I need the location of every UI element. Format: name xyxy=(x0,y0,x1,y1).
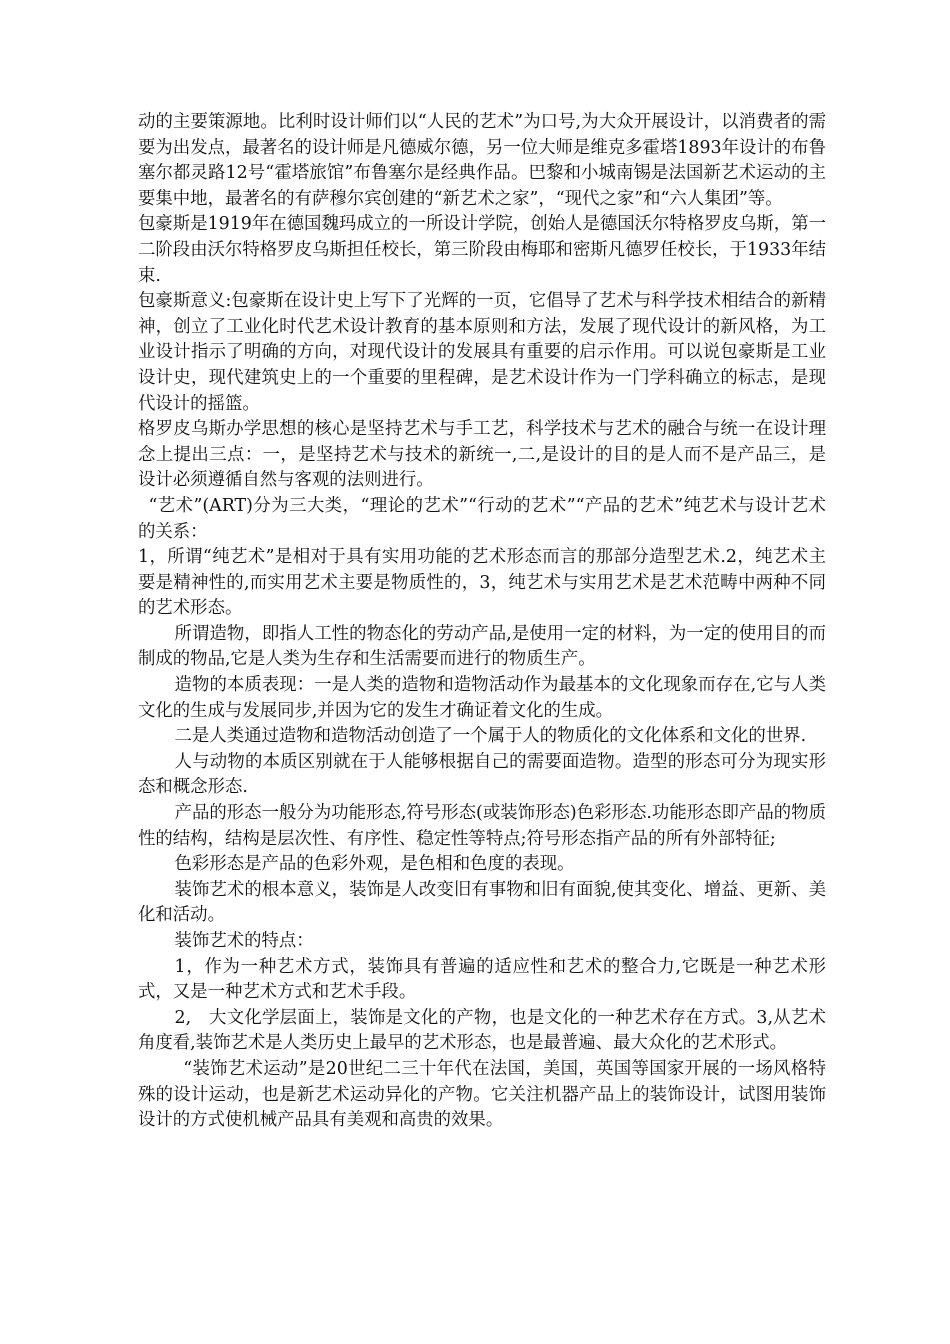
document-body xyxy=(138,110,826,1134)
paragraph-gropius-philosophy: 格罗皮乌斯办学思想的核心是坚持艺术与手工艺，科学技术与艺术的融合与统一在设计理念上提出三点：一，是坚持艺术与技术的新统一,二,是设计的目的是人而不是产品三，是设计必须遵循自然与客观的法则进行。 xyxy=(138,419,826,491)
paragraph-art-categories: “艺术”(ART)分为三大类，“理论的艺术”“行动的艺术”“产品的艺术”纯艺术与设计艺术的关系： xyxy=(138,495,826,542)
paragraph-bauhaus-founding: 包豪斯是1919年在德国魏玛成立的一所设计学院，创始人是德国沃尔特格罗皮乌斯，第一二阶段由沃尔特格罗皮乌斯担任校长，第三阶段由梅耶和密斯凡德罗任校长，于1933年结束. xyxy=(138,214,826,286)
paragraph-color-form: 色彩形态是产品的色彩外观，是色相和色度的表现。 xyxy=(174,854,575,875)
paragraph-decoration-feature-1: 1，作为一种艺术方式，装饰具有普遍的适应性和艺术的整合力,它既是一种艺术形式，又是一种艺术方式和艺术手段。 xyxy=(138,956,826,1003)
paragraph-art-nouveau: 动的主要策源地。比利时设计师们以“人民的艺术”为口号,为大众开展设计，以消费者的需要为出发点，最著名的设计师是凡德威尔德，另一位大师是维克多霍塔1893年设计的布鲁塞尔都灵路12号“霍塔旅馆”布鲁塞尔是经典作品。巴黎和小城南锡是法国新艺术运动的主要集中地，最著名的有萨穆尔宾创建的“新艺术之家”，“现代之家”和“六人集团”等。 xyxy=(138,112,826,209)
paragraph-art-deco-movement: “装饰艺术运动”是20世纪二三十年代在法国，美国，英国等国家开展的一场风格特殊的设计运动，也是新艺术运动异化的产物。它关注机器产品上的装饰设计，试图用装饰设计的方式使机械产品具有美观和高贵的效果。 xyxy=(138,1058,826,1131)
paragraph-pure-art: 1，所谓“纯艺术”是相对于具有实用功能的艺术形态而言的那部分造型艺术.2，纯艺术主要是精神性的,而实用艺术主要是物质性的，3，纯艺术与实用艺术是艺术范畴中两种不同的艺术形态。 xyxy=(138,547,826,619)
paragraph-human-animal: 人与动物的本质区别就在于人能够根据自己的需要面造物。造型的形态可分为现实形态和概念形态. xyxy=(138,751,826,798)
paragraph-creation-essence-1: 造物的本质表现：一是人类的造物和造物活动作为最基本的文化现象而存在,它与人类文化的生成与发展同步,并因为它的发生才确证着文化的生成。 xyxy=(138,675,826,721)
paragraph-decoration-features-heading: 装饰艺术的特点： xyxy=(174,931,314,951)
paragraph-creation-definition: 所谓造物，即指人工性的物态化的劳动产品,是使用一定的材料，为一定的使用目的而制成的物品,它是人类为生存和生活需要而进行的物质生产。 xyxy=(138,623,826,670)
paragraph-decoration-feature-2-3: 2, 大文化学层面上，装饰是文化的产物，也是文化的一种艺术存在方式。3,从艺术角度看,装饰艺术是人类历史上最早的艺术形态，也是最普遍、最大众化的艺术形式。 xyxy=(138,1007,826,1054)
paragraph-bauhaus-significance: 包豪斯意义:包豪斯在设计史上写下了光辉的一页，它倡导了艺术与科学技术相结合的新精神，创立了工业化时代艺术设计教育的基本原则和方法，发展了现代设计的新风格，为工业设计指示了明确的方向，对现代设计的发展具有重要的启示作用。可以说包豪斯是工业设计史，现代建筑史上的一个重要的里程碑，是艺术设计作为一门学科确立的标志，是现代设计的摇篮。 xyxy=(138,291,826,414)
paragraph-creation-essence-2: 二是人类通过造物和造物活动创造了一个属于人的物质化的文化体系和文化的世界. xyxy=(174,726,807,747)
paragraph-decoration-meaning: 装饰艺术的根本意义，装饰是人改变旧有事物和旧有面貌,使其变化、增益、更新、美化和活动。 xyxy=(138,879,826,926)
paragraph-product-form: 产品的形态一般分为功能形态,符号形态(或装饰形态)色彩形态.功能形态即产品的物质性的结构，结构是层次性、有序性、稳定性等特点;符号形态指产品的所有外部特征; xyxy=(138,803,826,849)
